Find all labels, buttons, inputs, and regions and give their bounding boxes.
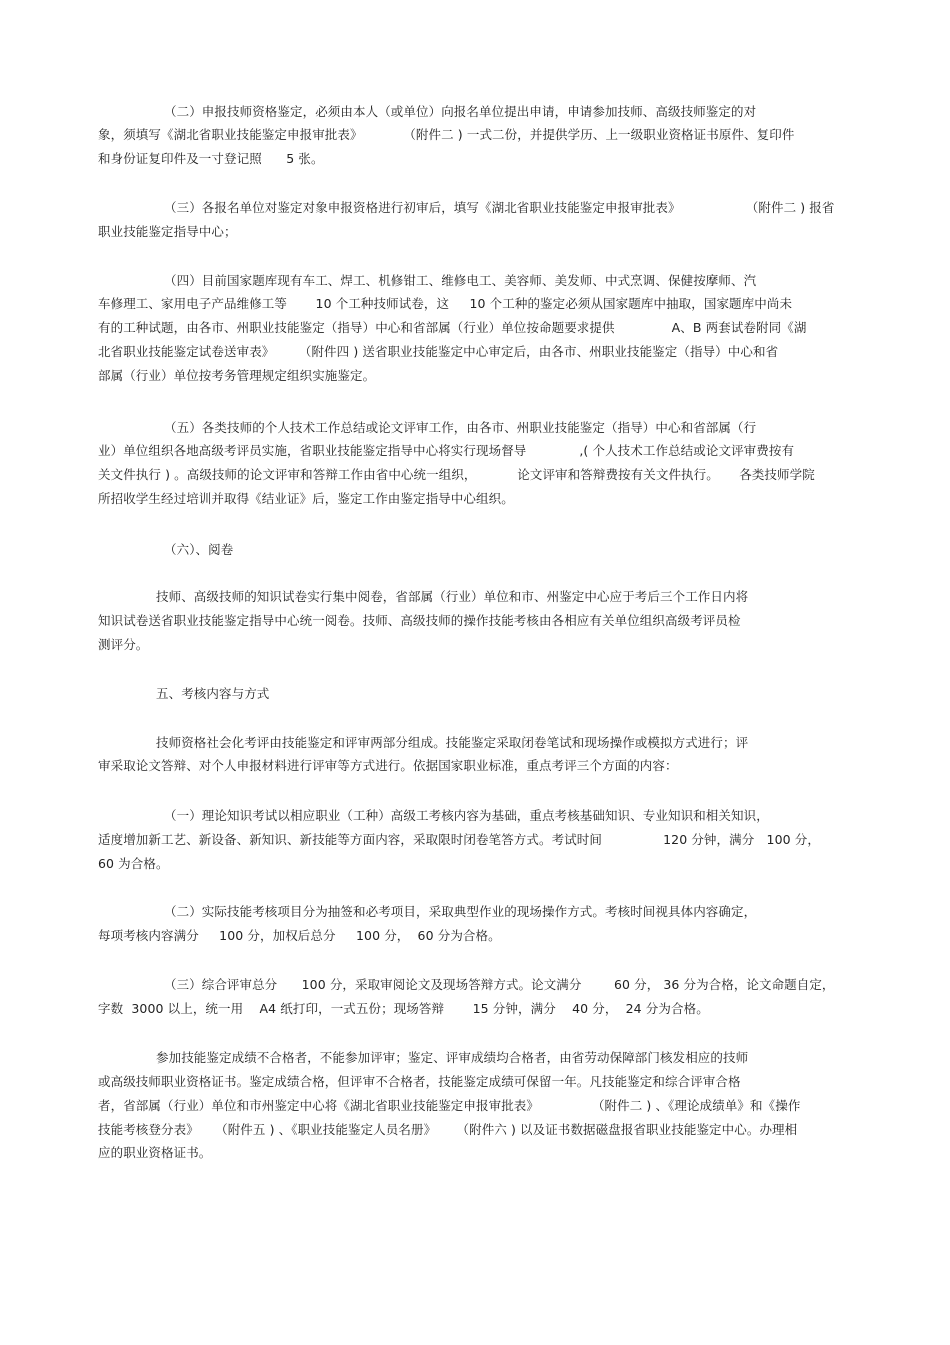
text-line: 或高级技师职业资格证书。鉴定成绩合格，但评审不合格者，技能鉴定成绩可保留一年。凡技能鉴定和综合评审合格 — [98, 1074, 741, 1089]
text-line: 北省职业技能鉴定试卷送审表》 （附件四 ) 送省职业技能鉴定中心审定后，由各市、州职业技能鉴定（指导）中心和省 — [98, 344, 779, 359]
text-line: 应的职业资格证书。 — [98, 1145, 212, 1160]
text-line: 知识试卷送省职业技能鉴定指导中心统一阅卷。技师、高级技师的操作技能考核由各相应有关单位组织高级考评员检 — [98, 613, 741, 628]
text-line: 每项考核内容满分 100 分，加权后总分 100 分， 60 分为合格。 — [98, 928, 501, 943]
text-line: （五）各类技师的个人技术工作总结或论文评审工作，由各市、州职业技能鉴定（指导）中心和省部属（行 — [164, 420, 757, 435]
text-line: 测评分。 — [98, 637, 149, 652]
text-line: 参加技能鉴定成绩不合格者，不能参加评审；鉴定、评审成绩均合格者，由省劳动保障部门核发相应的技师 — [156, 1050, 749, 1065]
text-line: 审采取论文答辩、对个人申报材料进行评审等方式进行。依据国家职业标准，重点考评三个方面的内容： — [98, 758, 678, 773]
text-line: （二）申报技师资格鉴定，必须由本人（或单位）向报名单位提出申请，申请参加技师、高级技师鉴定的对 — [164, 104, 757, 119]
text-line: 60 为合格。 — [98, 856, 169, 871]
text-line: （一）理论知识考试以相应职业（工种）高级工考核内容为基础，重点考核基础知识、专业知识和相关知识， — [164, 808, 769, 823]
text-line: 象，须填写《湖北省职业技能鉴定申报审批表》 （附件二 ) 一式二份，并提供学历、上一级职业资格证书原件、复印件 — [98, 127, 795, 142]
text-line: 技能考核登分表》 （附件五 ) 、《职业技能鉴定人员名册》 （附件六 ) 以及证书数据磁盘报省职业技能鉴定中心。办理相 — [98, 1122, 798, 1137]
text-line: 关文件执行 ) 。高级技师的论文评审和答辩工作由省中心统一组织， 论文评审和答辩费按有关文件执行。 各类技师学院 — [98, 467, 815, 482]
subheading-marking: （六）、阅卷 — [164, 542, 234, 557]
text-line: （四）目前国家题库现有车工、焊工、机修钳工、维修电工、美容师、美发师、中式烹调、保健按摩师、汽 — [164, 273, 757, 288]
text-line: 适度增加新工艺、新设备、新知识、新技能等方面内容，采取限时闭卷笔答方式。考试时间 120 分钟，满分 100 分， — [98, 832, 820, 847]
text-line: 技师资格社会化考评由技能鉴定和评审两部分组成。技能鉴定采取闭卷笔试和现场操作或模拟方式进行；评 — [156, 735, 749, 750]
text-line: 车修理工、家用电子产品维修工等 10 个工种技师试卷，这 10 个工种的鉴定必须从国家题库中抽取，国家题库中尚未 — [98, 296, 793, 311]
section-heading: 五、考核内容与方式 — [156, 686, 270, 701]
text-line: 有的工种试题，由各市、州职业技能鉴定（指导）中心和省部属（行业）单位按命题要求提供 A、B 两套试卷附同《湖 — [98, 320, 807, 335]
text-line: 所招收学生经过培训并取得《结业证》后，鉴定工作由鉴定指导中心组织。 — [98, 491, 514, 506]
text-line: （二）实际技能考核项目分为抽签和必考项目，采取典型作业的现场操作方式。考核时间视具体内容确定， — [164, 904, 757, 919]
text-line: （三）综合评审总分 100 分，采取审阅论文及现场答辩方式。论文满分 60 分， 36 分为合格，论文命题自定， — [164, 977, 835, 992]
text-line: 和身份证复印件及一寸登记照 5 张。 — [98, 151, 324, 166]
text-line: 业）单位组织各地高级考评员实施，省职业技能鉴定指导中心将实行现场督导 ,( 个人技术工作总结或论文评审费按有 — [98, 443, 795, 458]
text-line: 字数 3000 以上，统一用 A4 纸打印，一式五份；现场答辩 15 分钟，满分 40 分， 24 分为合格。 — [98, 1001, 709, 1016]
text-line: 技师、高级技师的知识试卷实行集中阅卷，省部属（行业）单位和市、州鉴定中心应于考后三个工作日内将 — [156, 589, 749, 604]
text-line: 者，省部属（行业）单位和市州鉴定中心将《湖北省职业技能鉴定申报审批表》 （附件二 ) 、《理论成绩单》和《操作 — [98, 1098, 801, 1113]
text-line: 职业技能鉴定指导中心； — [98, 224, 237, 239]
text-line: （三）各报名单位对鉴定对象申报资格进行初审后，填写《湖北省职业技能鉴定申报审批表》 （附件二 ) 报省 — [164, 200, 835, 215]
text-line: 部属（行业）单位按考务管理规定组织实施鉴定。 — [98, 368, 376, 383]
